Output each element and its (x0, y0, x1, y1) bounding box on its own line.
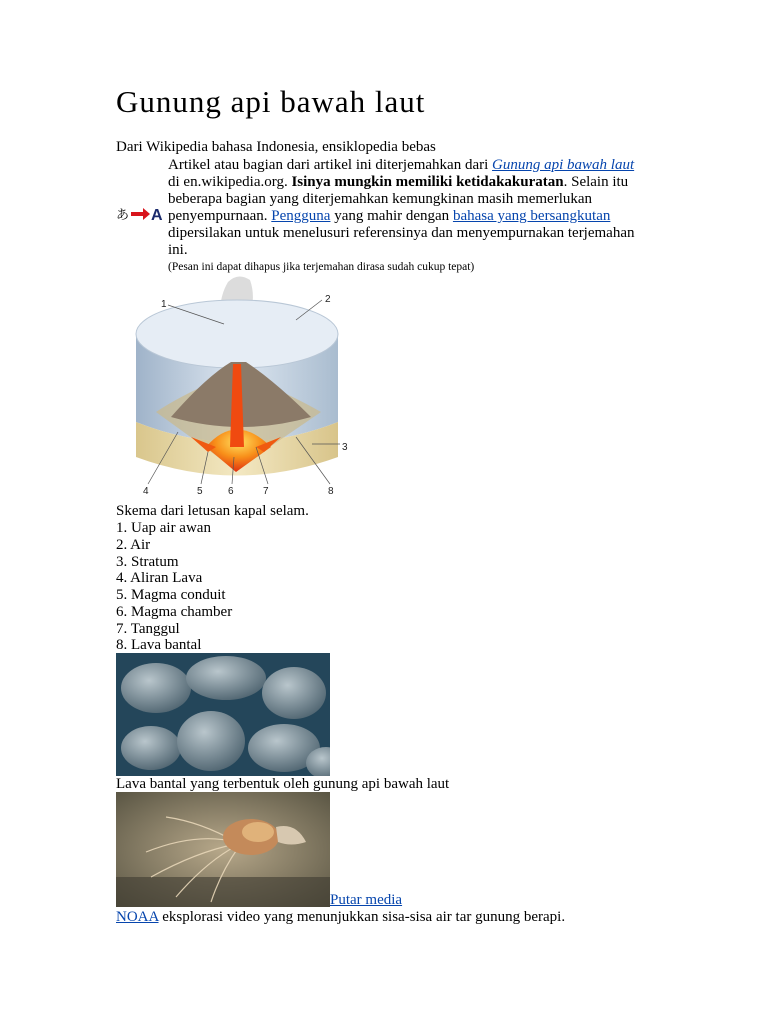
media-link-wrap (330, 892, 402, 909)
notice-text: di en.wikipedia.org. (168, 174, 292, 190)
language-link[interactable]: bahasa yang bersangkutan (452, 208, 611, 224)
notice-line-4 (168, 208, 658, 225)
notice-line-5: dipersilakan untuk menelusuri referensinya dan menyempurnakan terjemahan (168, 225, 635, 241)
noaa-caption-text: eksplorasi video yang menunjukkan sisa-sisa air tar gunung berapi. (158, 909, 566, 925)
translation-notice (168, 157, 658, 275)
notice-warning: Isinya mungkin memiliki ketidakakuratan (291, 174, 564, 190)
diagram-label-4: 4 (143, 486, 149, 497)
legend-item: 1. Uap air awan (116, 520, 211, 536)
svg-text:あ: あ (116, 208, 130, 223)
legend-item: 5. Magma conduit (116, 587, 226, 603)
pillow-lava-photo (116, 653, 330, 776)
source-article-link[interactable]: Gunung api bawah laut (492, 157, 635, 173)
legend-item: 6. Magma chamber (116, 604, 233, 620)
notice-line-2 (168, 174, 658, 191)
notice-line-3: beberapa bagian yang diterjemahkan kemungkinan masih memerlukan (168, 191, 593, 207)
notice-text: . Selain itu (563, 174, 629, 190)
pengguna-link[interactable]: Pengguna (271, 208, 331, 224)
svg-text:A: A (151, 207, 163, 224)
legend-item: 8. Lava bantal (116, 637, 202, 653)
noaa-link[interactable]: NOAA (116, 909, 159, 925)
subtitle: Dari Wikipedia bahasa Indonesia, ensiklopedia bebas (116, 139, 436, 155)
diagram-label-7: 7 (263, 486, 269, 497)
diagram-label-1: 1 (161, 299, 167, 310)
page-title: Gunung api bawah laut (116, 84, 426, 119)
notice-text: penyempurnaan. (168, 208, 272, 224)
diagram-label-3: 3 (342, 442, 348, 453)
notice-text: Artikel atau bagian dari artikel ini diterjemahkan dari (168, 157, 493, 173)
diagram-label-8: 8 (328, 486, 334, 497)
volcano-diagram (116, 272, 366, 502)
play-media-link[interactable]: Putar media (330, 892, 403, 908)
photo1-caption: Lava bantal yang terbentuk oleh gunung api bawah laut (116, 776, 450, 792)
translate-icon (116, 204, 166, 224)
notice-line-6: ini. (168, 242, 188, 258)
diagram-label-6: 6 (228, 486, 234, 497)
legend-item: 3. Stratum (116, 554, 179, 570)
diagram-label-2: 2 (325, 294, 331, 305)
legend-item: 2. Air (116, 537, 151, 553)
diagram-caption: Skema dari letusan kapal selam. (116, 503, 309, 519)
legend-item: 7. Tanggul (116, 621, 180, 637)
legend-item: 4. Aliran Lava (116, 570, 203, 586)
noaa-caption (116, 909, 565, 926)
notice-note: (Pesan ini dapat dihapus jika terjemahan dirasa sudah cukup tepat) (168, 261, 475, 273)
diagram-label-5: 5 (197, 486, 203, 497)
video-thumbnail[interactable] (116, 792, 330, 907)
notice-line-1 (168, 157, 658, 174)
water-surface (136, 300, 338, 368)
notice-text: yang mahir dengan (330, 208, 453, 224)
